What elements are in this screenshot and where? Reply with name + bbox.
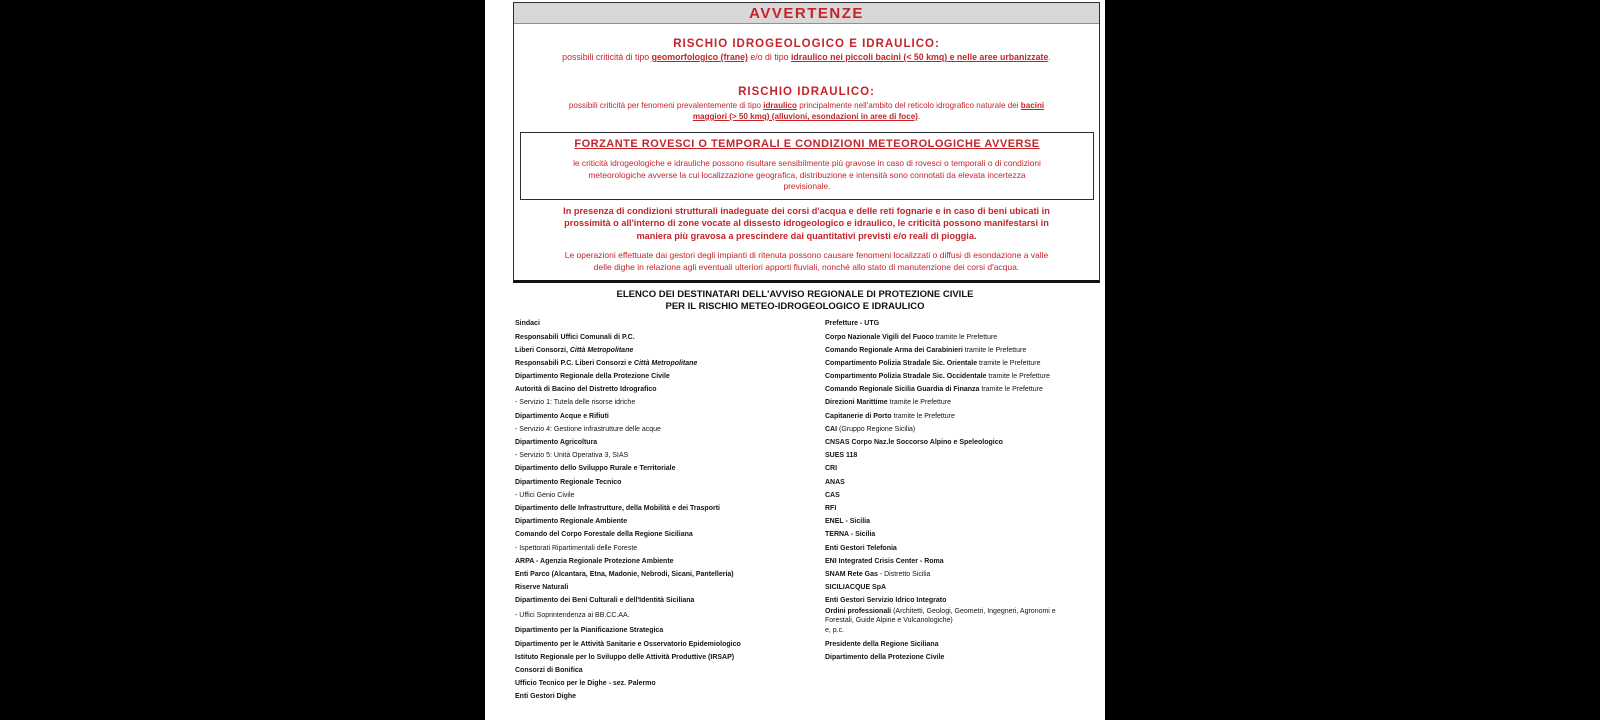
recipient-right-cell: RFI	[825, 504, 837, 512]
recipients-heading	[485, 289, 1105, 313]
section-rischio-idrogeologico	[514, 38, 1099, 63]
recipients-heading-line1: ELENCO DEI DESTINATARI DELL'AVVISO REGIONALE DI PROTEZIONE CIVILE	[616, 289, 974, 300]
recipient-left-cell: Consorzi di Bonifica	[515, 667, 583, 675]
recipient-left-cell: Dipartimento Regionale Ambiente	[515, 518, 628, 526]
recipient-left-cell: Responsabili Uffici Comunali di P.C.	[515, 333, 635, 341]
recipient-left-cell: - Servizio 4: Gestione infrastrutture delle acque	[515, 425, 661, 433]
recipient-left-cell: Riserve Naturali	[515, 584, 569, 592]
recipient-right-cell: Corpo Nazionale Vigili del Fuoco tramite le Prefetture	[825, 333, 998, 341]
recipient-right-cell: Enti Gestori Telefonia	[825, 544, 897, 552]
recipient-left-cell: Dipartimento delle Infrastrutture, della Mobilità e dei Trasporti	[515, 504, 720, 512]
section-rischio-idraulico	[514, 86, 1099, 122]
recipient-right-cell: Comando Regionale Sicilia Guardia di Finanza tramite le Prefetture	[825, 386, 1043, 394]
recipient-left-cell: Autorità di Bacino del Distretto Idrografico	[515, 386, 657, 394]
recipient-right-cell: ENEL - Sicilia	[825, 518, 870, 526]
recipient-right-cell: Direzioni Marittime tramite le Prefetture	[825, 399, 952, 407]
recipient-right-cell: e, p.c.	[825, 627, 845, 635]
document-page	[485, 0, 1105, 720]
recipient-right-cell: CAI (Gruppo Regione Sicilia)	[825, 425, 916, 433]
recipient-left-cell: - Uffici Genio Civile	[515, 491, 575, 499]
recipient-left-cell: Ufficio Tecnico per le Dighe - sez. Palermo	[515, 680, 656, 688]
recipient-right-cell: SUES 118	[825, 452, 858, 460]
section-body: possibili criticità di tipo geomorfologico (frane) e/o di tipo idraulico nei piccoli bacini (< 50 kmq) e nelle aree urbanizzate.	[562, 52, 1051, 62]
recipient-right-cell: TERNA - Sicilia	[825, 531, 876, 539]
recipient-right-cell: ANAS	[825, 478, 845, 486]
recipient-left-cell: Dipartimento Agricoltura	[515, 439, 598, 447]
dams-operations-paragraph: Le operazioni effettuate dai gestori degli impianti di ritenuta possono causare fenomeni localizzati o diffusi di esondazione a valle delle dighe in relazione agli eventuali ulteriori apporti fluviali, nonché allo stato di manutenzione dei corsi d'acqua.	[564, 250, 1049, 272]
recipients-heading-line2: PER IL RISCHIO METEO-IDROGEOLOGICO E IDRAULICO	[665, 301, 925, 312]
recipient-left-cell: Istituto Regionale per lo Sviluppo delle Attività Produttive (IRSAP)	[515, 653, 735, 661]
warnings-box	[513, 2, 1100, 283]
recipient-right-cell: CRI	[825, 465, 838, 473]
section-heading: RISCHIO IDRAULICO:	[738, 86, 875, 98]
recipient-right-cell: ENI Integrated Crisis Center - Roma	[825, 557, 944, 565]
recipient-left-cell: - Ispettorati Ripartimentali delle Foreste	[515, 544, 638, 552]
recipient-right-cell: Comando Regionale Arma dei Carabinieri tramite le Prefetture	[825, 346, 1027, 354]
forzante-box	[520, 132, 1094, 200]
recipient-right-cell: Compartimento Polizia Stradale Sic. Orientale tramite le Prefetture	[825, 359, 1041, 367]
recipient-left-cell: Dipartimento dei Beni Culturali e dell'Identità Siciliana	[515, 597, 695, 605]
recipient-left-cell: Enti Gestori Dighe	[515, 693, 577, 701]
recipient-right-cell: CAS	[825, 491, 840, 499]
recipient-left-cell: - Uffici Soprintendenza ai BB.CC.AA.	[515, 612, 630, 620]
recipient-left-cell: Responsabili P.C. Liberi Consorzi e Città Metropolitane	[515, 359, 698, 367]
recipient-left-cell: ARPA - Agenzia Regionale Protezione Ambiente	[515, 557, 674, 565]
warnings-title-bar	[514, 3, 1099, 24]
recipient-right-cell: Ordini professionali (Architetti, Geologi, Geometri, Ingegneri, Agronomi e Forestali, Guide Alpine e Vulcanologiche)	[825, 608, 1056, 624]
recipient-right-cell: CNSAS Corpo Naz.le Soccorso Alpino e Speleologico	[825, 439, 1003, 447]
recipient-right-cell: Prefetture - UTG	[825, 320, 880, 328]
recipient-right-cell: Capitanerie di Porto tramite le Prefetture	[825, 412, 955, 420]
recipient-left-cell: Dipartimento per le Attività Sanitarie e Osservatorio Epidemiologico	[515, 640, 741, 648]
section-heading: RISCHIO IDROGEOLOGICO E IDRAULICO:	[673, 38, 940, 50]
section-body: possibili criticità per fenomeni prevalentemente di tipo idraulico principalmente nell'ambito del reticolo idrografico naturale dei bacini maggiori (> 50 kmq) (alluvioni, esondazioni in aree di foce).	[568, 101, 1045, 121]
recipient-right-cell: Enti Gestori Servizio Idrico Integrato	[825, 597, 947, 605]
warnings-content	[514, 38, 1099, 273]
recipient-right-cell: Presidente della Regione Siciliana	[825, 640, 939, 648]
forzante-body: le criticità idrogeologiche e idrauliche possono risultare sensibilmente più gravose in caso di rovesci o temporali o di condizioni meteorologiche avverse la cui localizzazione geografica, distribuzione e intensità sono connotati da elevata incertezza previsionale.	[573, 158, 1041, 191]
recipient-right-cell: Compartimento Polizia Stradale Sic. Occidentale tramite le Prefetture	[825, 373, 1050, 381]
recipient-left-cell: Enti Parco (Alcantara, Etna, Madonie, Nebrodi, Sicani, Pantelleria)	[515, 570, 734, 578]
recipient-left-cell: Liberi Consorzi, Città Metropolitane	[515, 346, 634, 354]
recipient-left-cell: Dipartimento per la Pianificazione Strategica	[515, 627, 664, 635]
recipient-left-cell: Dipartimento Regionale Tecnico	[515, 478, 622, 486]
recipient-right-cell: Dipartimento della Protezione Civile	[825, 653, 945, 661]
structural-conditions-paragraph: In presenza di condizioni strutturali inadeguate dei corsi d'acqua e delle reti fognarie e in caso di beni ubicati in prossimità o all'interno di zone vocate al dissesto idrogeologico e idraulico, le criticità possono manifestarsi in maniera più gravosa a prescindere dai quantitativi previsti e/o reali di pioggia.	[563, 205, 1050, 241]
recipient-right-cell: SICILIACQUE SpA	[825, 584, 887, 592]
recipient-left-cell: - Servizio 1: Tutela delle risorse idriche	[515, 399, 636, 407]
recipient-left-cell: Dipartimento Regionale della Protezione Civile	[515, 373, 670, 381]
recipient-left-cell: Dipartimento Acque e Rifiuti	[515, 412, 609, 420]
forzante-heading: FORZANTE ROVESCI O TEMPORALI E CONDIZIONI METEOROLOGICHE AVVERSE	[574, 138, 1040, 150]
recipient-left-cell: Sindaci	[515, 320, 540, 328]
recipient-right-cell: SNAM Rete Gas - Distretto Sicilia	[825, 570, 931, 578]
recipient-left-cell: Dipartimento dello Sviluppo Rurale e Territoriale	[515, 465, 676, 473]
recipients-table	[515, 318, 1097, 704]
recipient-left-cell: Comando del Corpo Forestale della Regione Siciliana	[515, 531, 693, 539]
warnings-title: AVVERTENZE	[749, 4, 864, 22]
recipient-left-cell: - Servizio 5: Unità Operativa 3, SIAS	[515, 452, 629, 460]
